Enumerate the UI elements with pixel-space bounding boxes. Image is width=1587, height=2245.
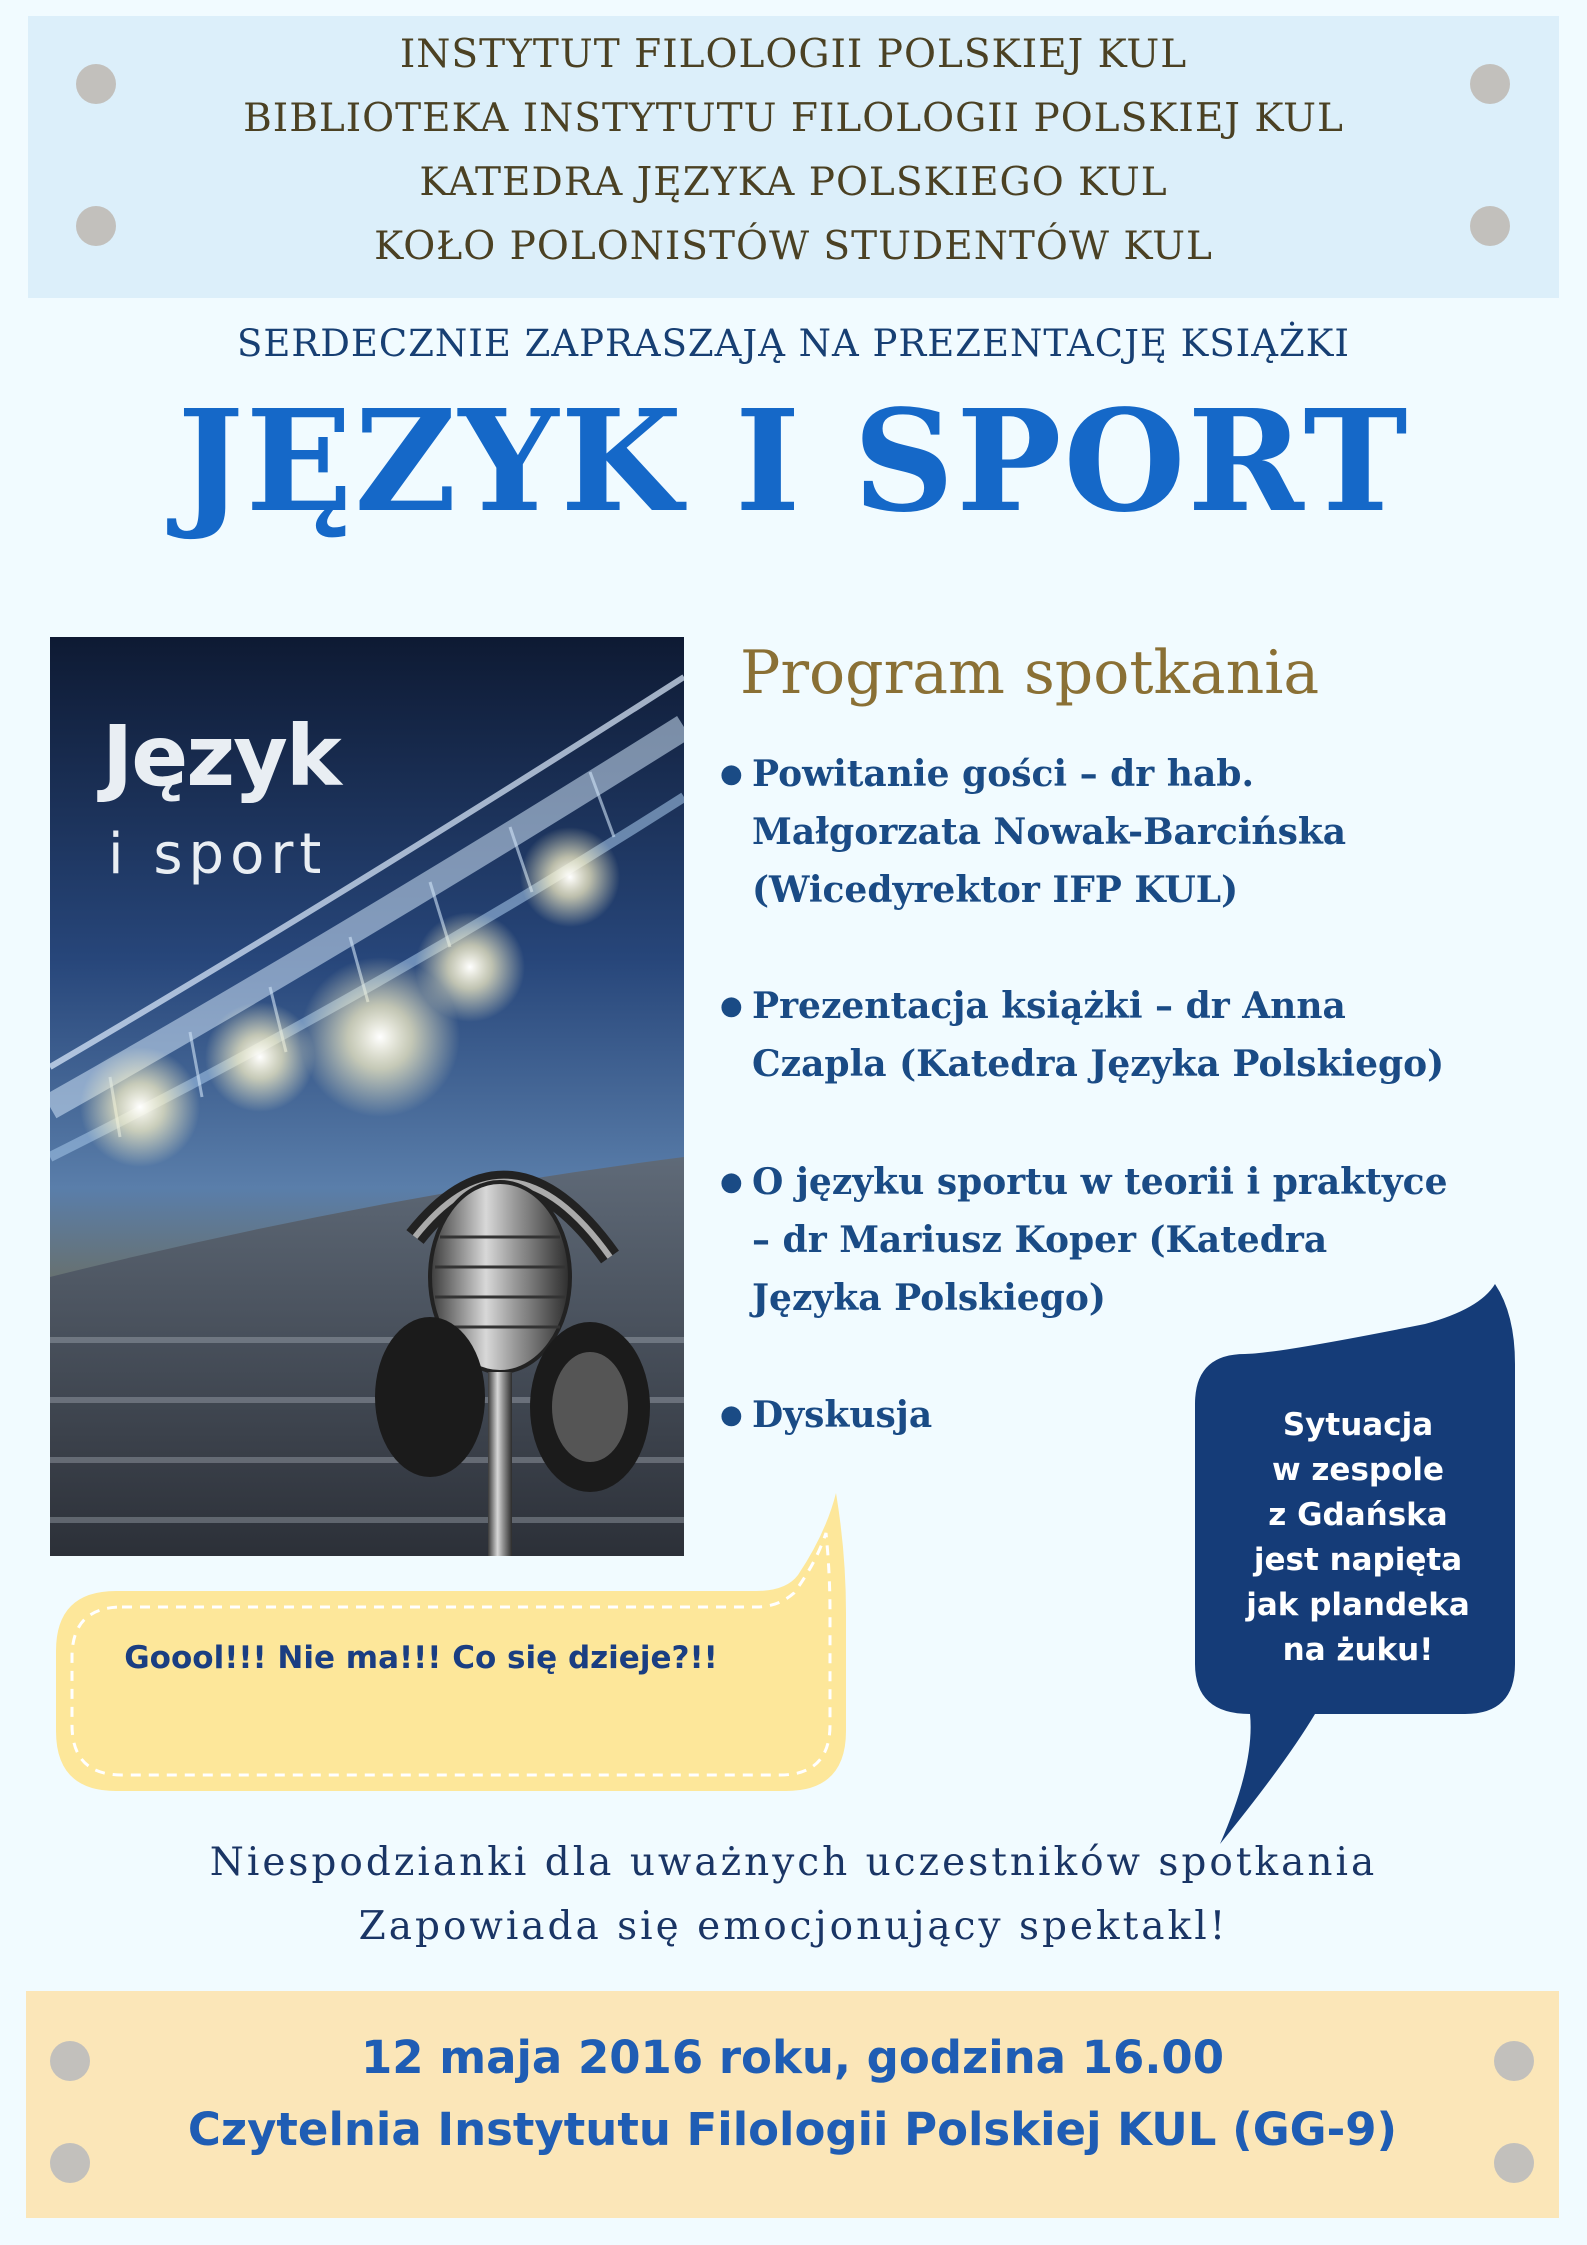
event-date: 12 maja 2016 roku, godzina 16.00 — [360, 2031, 1225, 2084]
book-cover-image — [50, 637, 684, 1556]
program-item: ● Dyskusja — [724, 1386, 1564, 1444]
cover-subtitle: i sport — [108, 822, 328, 887]
bullet-icon: ● — [720, 991, 743, 1021]
surprise-line: Zapowiada się emocjonujący spektakl! — [358, 1904, 1229, 1949]
organizer-line: KOŁO POLONISTÓW STUDENTÓW KUL — [374, 224, 1213, 269]
program-item: ● Prezentacja książki – dr Anna Czapla (Katedra Języka Polskiego) — [724, 977, 1564, 1093]
organizer-line: BIBLIOTEKA INSTYTUTU FILOLOGII POLSKIEJ KUL — [243, 96, 1344, 141]
cover-title: Język — [102, 707, 340, 805]
program-item: ● Powitanie gości – dr hab. Małgorzata Nowak-Barcińska (Wicedyrektor IFP KUL) — [724, 745, 1564, 919]
bullet-icon: ● — [720, 1400, 743, 1430]
organizer-line: INSTYTUT FILOLOGII POLSKIEJ KUL — [399, 32, 1188, 77]
program-heading: Program spotkania — [740, 638, 1320, 708]
bullet-icon: ● — [720, 759, 743, 789]
surprise-line: Niespodzianki dla uważnych uczestników spotkania — [209, 1840, 1378, 1885]
invitation-text: SERDECZNIE ZAPRASZAJĄ NA PREZENTACJĘ KSIĄŻKI — [237, 322, 1350, 365]
event-place: Czytelnia Instytutu Filologii Polskiej KUL (GG-9) — [187, 2103, 1398, 2156]
bullet-icon: ● — [720, 1167, 743, 1197]
event-details-footer — [26, 1991, 1559, 2218]
navy-bubble-text: Sytuacja w zespole z Gdańska jest napięta jak plandeka na żuku! — [1246, 1407, 1470, 1668]
event-title: JĘZYK I SPORT — [177, 380, 1410, 544]
yellow-bubble-text: Goool!!! Nie ma!!! Co się dzieje?!! — [124, 1640, 718, 1676]
organizers-header — [28, 16, 1559, 298]
program-item: ● O języku sportu w teorii i praktyce – dr Mariusz Koper (Katedra Języka Polskiego) — [724, 1153, 1564, 1327]
organizer-line: KATEDRA JĘZYKA POLSKIEGO KUL — [419, 160, 1168, 205]
